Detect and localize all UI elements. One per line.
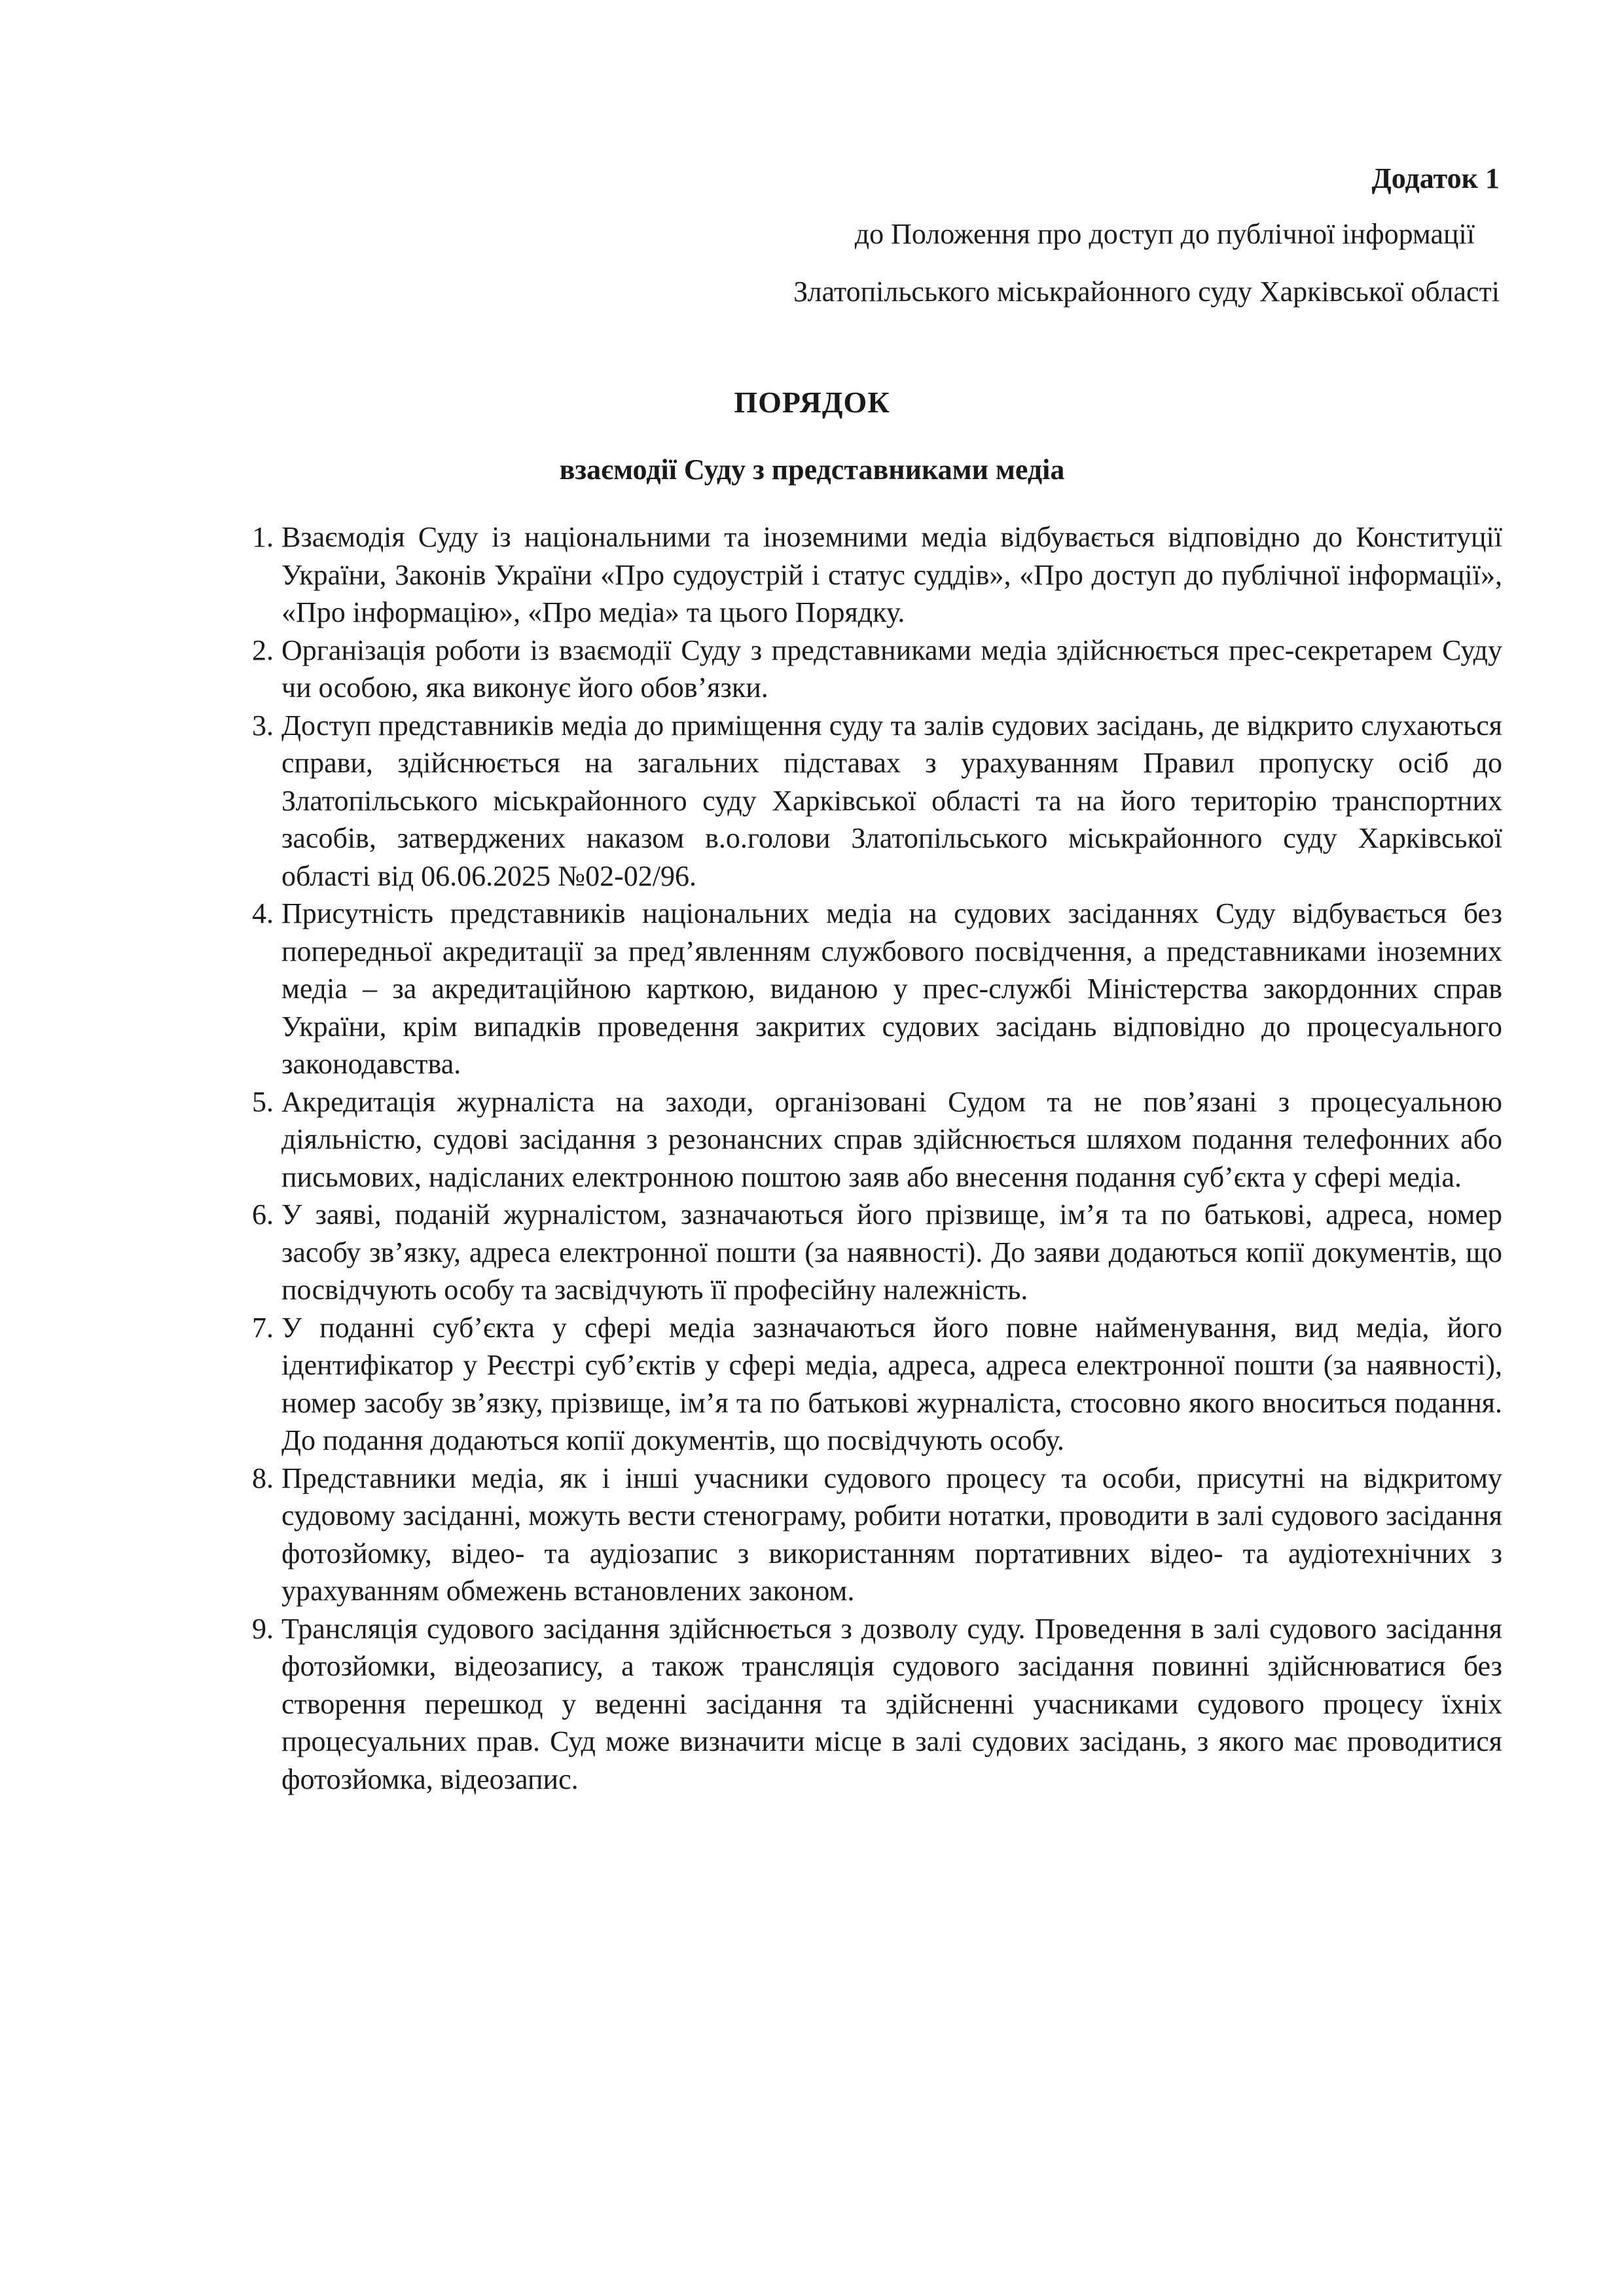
item-text: У заяві, поданій журналістом, зазначаються його прізвище, ім’я та по батькові, адреса, номер засобу зв’язку, адреса електронної пошти (за наявності). До заяви додаються копії документів, що посвідчують особу та засвідчують її професійну належність.: [281, 1198, 1502, 1306]
item-number: 5.: [252, 1085, 274, 1118]
item-number: 8.: [252, 1462, 274, 1494]
numbered-list: [252, 518, 1502, 1798]
annex-reference: до Положення про доступ до публічної інформації: [854, 218, 1475, 250]
document-title: ПОРЯДОК: [734, 386, 890, 419]
item-number: 6.: [252, 1198, 274, 1230]
item-text: Присутність представників національних медіа на судових засіданнях Суду відбувається без попередньої акредитації за пред’явленням службового посвідчення, а представниками іноземних медіа – за акредитаційною карткою, виданою у прес-службі Міністерства закордонних справ України, крім випадків проведення закритих судових засідань відповідно до процесуального законодавства.: [281, 897, 1502, 1080]
list-item: [252, 707, 1502, 895]
item-text: Доступ представників медіа до приміщення суду та залів судових засідань, де відкрито слухаються справи, здійснюється на загальних підставах з урахуванням Правил пропуску осіб до Златопільського міськрайонного суду Харківської області та на його територію транспортних засобів, затверджених наказом в.о.голови Златопільського міськрайонного суду Харківської області від 06.06.2025 №02-02/96.: [281, 709, 1502, 892]
list-item: [252, 1460, 1502, 1610]
item-number: 4.: [252, 897, 274, 929]
item-text: Трансляція судового засідання здійснюється з дозволу суду. Проведення в залі судового засідання фотозйомки, відеозапису, а також трансляція судового засідання повинні здійснюватися без створення перешкод у веденні засідання та здійсненні учасниками судового процесу їхніх процесуальних прав. Суд може визначити місце в залі судових засідань, з якого має проводитися фотозйомка, відеозапис.: [281, 1612, 1502, 1795]
item-number: 1.: [252, 521, 274, 553]
item-text: Акредитація журналіста на заходи, організовані Судом та не пов’язані з процесуальною діяльністю, судові засідання з резонансних справ здійснюється шляхом подання телефонних або письмових, надісланих електронною поштою заяв або внесення подання суб’єкта у сфері медіа.: [281, 1085, 1502, 1193]
document-subtitle: взаємодії Суду з представниками медіа: [559, 454, 1065, 486]
list-item: [252, 1196, 1502, 1309]
item-text: Представники медіа, як і інші учасники судового процесу та особи, присутні на відкритому судовому засіданні, можуть вести стенограму, робити нотатки, проводити в залі судового засідання фотозйомку, відео- та аудіозапис з використанням портативних відео- та аудіотехнічних з урахуванням обмежень встановлених законом.: [281, 1462, 1502, 1607]
list-item: [252, 1309, 1502, 1460]
item-number: 2.: [252, 634, 274, 666]
item-text: Взаємодія Суду із національними та іноземними медіа відбувається відповідно до Конституції України, Законів України «Про судоустрій і статус суддів», «Про доступ до публічної інформації», «Про інформацію», «Про медіа» та цього Порядку.: [281, 521, 1502, 628]
annex-title: Додаток 1: [1371, 162, 1500, 194]
item-text: Організація роботи із взаємодії Суду з представниками медіа здійснюється прес-секретарем Суду чи особою, яка виконує його обов’язки.: [281, 634, 1502, 704]
item-number: 3.: [252, 709, 274, 742]
item-number: 9.: [252, 1612, 274, 1645]
item-text: У поданні суб’єкта у сфері медіа зазначаються його повне найменування, вид медіа, його ідентифікатор у Реєстрі суб’єктів у сфері медіа, адреса, адреса електронної пошти (за наявності), номер засобу зв’язку, прізвище, ім’я та по батькові журналіста, стосовно якого вноситься подання. До подання додаються копії документів, що посвідчують особу.: [281, 1311, 1502, 1456]
annex-court-name: Златопільського міськрайонного суду Харківської області: [793, 276, 1500, 308]
list-item: [252, 518, 1502, 632]
item-number: 7.: [252, 1311, 274, 1344]
list-item: [252, 895, 1502, 1083]
list-item: [252, 1610, 1502, 1799]
list-item: [252, 1083, 1502, 1196]
list-item: [252, 632, 1502, 707]
